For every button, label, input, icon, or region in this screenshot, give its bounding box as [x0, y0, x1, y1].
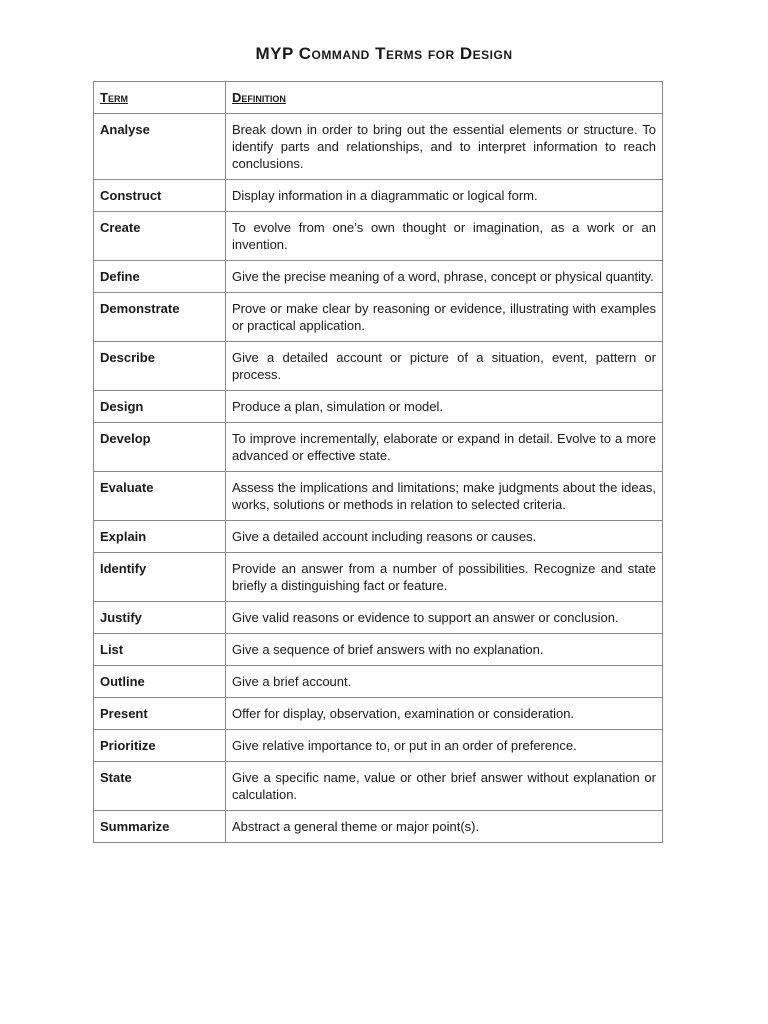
- table-row: [94, 293, 663, 342]
- table-row: [94, 553, 663, 602]
- term-cell: Evaluate: [94, 472, 226, 521]
- table-row: [94, 811, 663, 843]
- definition-cell: Give a detailed account or picture of a situation, event, pattern or process.: [226, 342, 663, 391]
- definition-cell: Display information in a diagrammatic or logical form.: [226, 180, 663, 212]
- term-cell: Describe: [94, 342, 226, 391]
- definition-cell: Give a sequence of brief answers with no explanation.: [226, 634, 663, 666]
- definition-cell: To improve incrementally, elaborate or expand in detail. Evolve to a more advanced or effective state.: [226, 423, 663, 472]
- term-cell: Justify: [94, 602, 226, 634]
- term-cell: Explain: [94, 521, 226, 553]
- table-row: [94, 423, 663, 472]
- definition-cell: To evolve from one’s own thought or imagination, as a work or an invention.: [226, 212, 663, 261]
- term-cell: Develop: [94, 423, 226, 472]
- term-cell: Create: [94, 212, 226, 261]
- table-header-row: [94, 82, 663, 114]
- term-cell: Summarize: [94, 811, 226, 843]
- table-row: [94, 634, 663, 666]
- definition-cell: Give a detailed account including reasons or causes.: [226, 521, 663, 553]
- table-row: [94, 114, 663, 180]
- definition-cell: Give valid reasons or evidence to support an answer or conclusion.: [226, 602, 663, 634]
- table-row: [94, 521, 663, 553]
- term-cell: Define: [94, 261, 226, 293]
- term-cell: Demonstrate: [94, 293, 226, 342]
- table-row: [94, 342, 663, 391]
- table-row: [94, 261, 663, 293]
- definition-cell: Give a specific name, value or other brief answer without explanation or calculation.: [226, 762, 663, 811]
- definition-column-header: Definition: [226, 82, 663, 114]
- page-title: MYP Command Terms for Design: [255, 44, 513, 63]
- definition-cell: Abstract a general theme or major point(s).: [226, 811, 663, 843]
- term-column-header: Term: [94, 82, 226, 114]
- table-row: [94, 391, 663, 423]
- table-row: [94, 762, 663, 811]
- table-row: [94, 698, 663, 730]
- term-cell: Outline: [94, 666, 226, 698]
- table-row: [94, 602, 663, 634]
- table-row: [94, 472, 663, 521]
- definition-cell: Offer for display, observation, examination or consideration.: [226, 698, 663, 730]
- table-row: [94, 212, 663, 261]
- term-cell: List: [94, 634, 226, 666]
- table-row: [94, 666, 663, 698]
- term-cell: Analyse: [94, 114, 226, 180]
- table-row: [94, 180, 663, 212]
- definition-cell: Break down in order to bring out the essential elements or structure. To identify parts and relationships, and to interpret information to reach conclusions.: [226, 114, 663, 180]
- term-cell: Identify: [94, 553, 226, 602]
- definition-cell: Provide an answer from a number of possibilities. Recognize and state briefly a distinguishing fact or feature.: [226, 553, 663, 602]
- definition-cell: Produce a plan, simulation or model.: [226, 391, 663, 423]
- term-cell: Design: [94, 391, 226, 423]
- term-cell: State: [94, 762, 226, 811]
- definition-cell: Give a brief account.: [226, 666, 663, 698]
- definition-cell: Give relative importance to, or put in an order of preference.: [226, 730, 663, 762]
- definition-cell: Prove or make clear by reasoning or evidence, illustrating with examples or practical application.: [226, 293, 663, 342]
- definition-cell: Assess the implications and limitations; make judgments about the ideas, works, solutions or methods in relation to selected criteria.: [226, 472, 663, 521]
- definition-cell: Give the precise meaning of a word, phrase, concept or physical quantity.: [226, 261, 663, 293]
- term-cell: Prioritize: [94, 730, 226, 762]
- table-body: [94, 114, 663, 843]
- command-terms-table: [93, 81, 663, 843]
- term-cell: Construct: [94, 180, 226, 212]
- table-row: [94, 730, 663, 762]
- term-cell: Present: [94, 698, 226, 730]
